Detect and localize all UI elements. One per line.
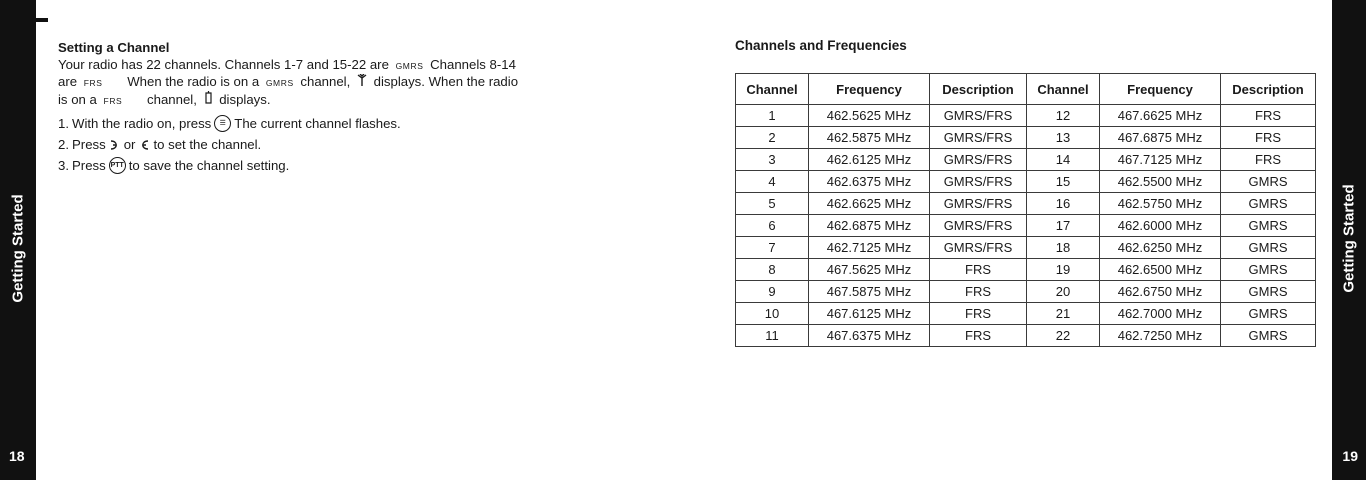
table-cell: 462.6750 MHz	[1100, 281, 1221, 303]
section-heading: Setting a Channel	[58, 40, 170, 55]
table-cell: GMRS/FRS	[930, 215, 1027, 237]
intro-text: is on a	[58, 92, 97, 107]
step-text: With the radio on, press	[72, 116, 212, 131]
table-row	[736, 237, 1316, 259]
list-item	[58, 157, 658, 174]
table-cell: GMRS/FRS	[930, 127, 1027, 149]
table-cell: GMRS	[1221, 259, 1316, 281]
right-tab-label: Getting Started	[1340, 184, 1358, 293]
table-cell: GMRS	[1221, 237, 1316, 259]
step-text: or	[123, 137, 136, 152]
table-cell: 462.5625 MHz	[809, 105, 930, 127]
table-cell: 16	[1027, 193, 1100, 215]
table-cell: 462.5500 MHz	[1100, 171, 1221, 193]
table-cell: GMRS	[1221, 325, 1316, 347]
channels-table	[735, 73, 1316, 347]
table-cell: 462.7125 MHz	[809, 237, 930, 259]
table-cell: 2	[736, 127, 809, 149]
column-header: Channel	[736, 74, 809, 105]
table-cell: 467.6875 MHz	[1100, 127, 1221, 149]
steps-list	[58, 115, 658, 174]
table-cell: GMRS	[1221, 193, 1316, 215]
ptt-button-icon: PTT	[109, 157, 126, 174]
table-cell: 1	[736, 105, 809, 127]
intro-text: channel,	[147, 92, 197, 107]
step-text: Press	[72, 158, 106, 173]
intro-text: channel,	[300, 74, 351, 89]
menu-button-icon: ☰	[214, 115, 231, 132]
table-cell: FRS	[1221, 149, 1316, 171]
table-cell: 462.6875 MHz	[809, 215, 930, 237]
table-cell: 462.7250 MHz	[1100, 325, 1221, 347]
left-side-tab	[0, 0, 36, 480]
right-side-tab	[1332, 0, 1366, 480]
table-cell: 5	[736, 193, 809, 215]
table-cell: GMRS	[1221, 281, 1316, 303]
table-cell: 8	[736, 259, 809, 281]
column-header: Frequency	[1100, 74, 1221, 105]
table-cell: GMRS/FRS	[930, 105, 1027, 127]
frs-tag: FRS	[83, 78, 103, 88]
table-cell: 22	[1027, 325, 1100, 347]
table-cell: 7	[736, 237, 809, 259]
table-cell: 13	[1027, 127, 1100, 149]
table-cell: 15	[1027, 171, 1100, 193]
table-cell: 3	[736, 149, 809, 171]
table-cell: 462.5875 MHz	[809, 127, 930, 149]
table-row	[736, 193, 1316, 215]
step-text: to set the channel.	[153, 137, 262, 152]
table-cell: 14	[1027, 149, 1100, 171]
table-cell: FRS	[930, 325, 1027, 347]
step-text: to save the channel setting.	[128, 158, 290, 173]
gmrs-antenna-icon	[357, 74, 367, 86]
table-cell: GMRS/FRS	[930, 171, 1027, 193]
left-page-number: 18	[9, 448, 25, 464]
table-cell: GMRS/FRS	[930, 237, 1027, 259]
table-cell: 17	[1027, 215, 1100, 237]
table-cell: FRS	[930, 259, 1027, 281]
step-text: Press	[72, 137, 106, 152]
scroll-down-icon	[138, 139, 150, 151]
frs-tag: FRS	[103, 96, 123, 106]
table-row	[736, 105, 1316, 127]
table-cell: 467.6375 MHz	[809, 325, 930, 347]
table-cell: GMRS/FRS	[930, 193, 1027, 215]
step-number: 1.	[58, 116, 69, 131]
table-cell: FRS	[930, 303, 1027, 325]
table-cell: 18	[1027, 237, 1100, 259]
intro-text: Your radio has 22 channels. Channels 1-7 and 15-22 are	[58, 57, 389, 72]
step-number: 2.	[58, 137, 69, 152]
table-cell: 4	[736, 171, 809, 193]
column-header: Frequency	[809, 74, 930, 105]
table-cell: 12	[1027, 105, 1100, 127]
table-header-row	[736, 74, 1316, 105]
table-cell: 462.6250 MHz	[1100, 237, 1221, 259]
table-cell: 9	[736, 281, 809, 303]
table-row	[736, 215, 1316, 237]
table-cell: 20	[1027, 281, 1100, 303]
table-cell: 21	[1027, 303, 1100, 325]
step-number: 3.	[58, 158, 69, 173]
table-body	[736, 105, 1316, 347]
table-row	[736, 259, 1316, 281]
left-tab-notch	[36, 18, 48, 22]
intro-text: displays.	[219, 92, 271, 107]
table-cell: 467.7125 MHz	[1100, 149, 1221, 171]
table-cell: FRS	[930, 281, 1027, 303]
table-cell: 462.6500 MHz	[1100, 259, 1221, 281]
intro-text: displays. When the radio	[373, 74, 519, 89]
intro-text: are	[58, 74, 78, 89]
intro-text: When the radio is on a	[127, 74, 260, 89]
step-text: The current channel flashes.	[234, 116, 401, 131]
list-item	[58, 137, 658, 152]
left-tab-label: Getting Started	[9, 194, 27, 303]
table-row	[736, 281, 1316, 303]
table-cell: 462.5750 MHz	[1100, 193, 1221, 215]
right-page-number: 19	[1342, 448, 1358, 464]
table-cell: GMRS	[1221, 303, 1316, 325]
intro-paragraph	[58, 57, 658, 109]
table-cell: FRS	[1221, 105, 1316, 127]
table-cell: 467.6125 MHz	[809, 303, 930, 325]
table-cell: 462.7000 MHz	[1100, 303, 1221, 325]
table-cell: GMRS	[1221, 171, 1316, 193]
scroll-up-icon	[109, 139, 121, 151]
table-cell: FRS	[1221, 127, 1316, 149]
frs-antenna-icon	[204, 91, 213, 104]
column-header: Channel	[1027, 74, 1100, 105]
table-cell: 19	[1027, 259, 1100, 281]
table-row	[736, 171, 1316, 193]
table-cell: 462.6375 MHz	[809, 171, 930, 193]
table-cell: 467.6625 MHz	[1100, 105, 1221, 127]
gmrs-tag: GMRS	[265, 78, 294, 88]
table-row	[736, 127, 1316, 149]
table-row	[736, 325, 1316, 347]
table-cell: GMRS/FRS	[930, 149, 1027, 171]
left-page-content	[58, 40, 658, 179]
table-cell: 462.6000 MHz	[1100, 215, 1221, 237]
right-page-content	[735, 38, 1316, 347]
table-cell: GMRS	[1221, 215, 1316, 237]
table-cell: 467.5625 MHz	[809, 259, 930, 281]
list-item	[58, 115, 658, 132]
table-cell: 6	[736, 215, 809, 237]
table-cell: 462.6125 MHz	[809, 149, 930, 171]
intro-text: Channels 8-14	[430, 57, 516, 72]
table-cell: 10	[736, 303, 809, 325]
table-cell: 467.5875 MHz	[809, 281, 930, 303]
table-row	[736, 303, 1316, 325]
table-row	[736, 149, 1316, 171]
table-cell: 11	[736, 325, 809, 347]
table-title: Channels and Frequencies	[735, 38, 907, 53]
gmrs-tag: GMRS	[395, 61, 424, 71]
table-cell: 462.6625 MHz	[809, 193, 930, 215]
column-header: Description	[930, 74, 1027, 105]
column-header: Description	[1221, 74, 1316, 105]
